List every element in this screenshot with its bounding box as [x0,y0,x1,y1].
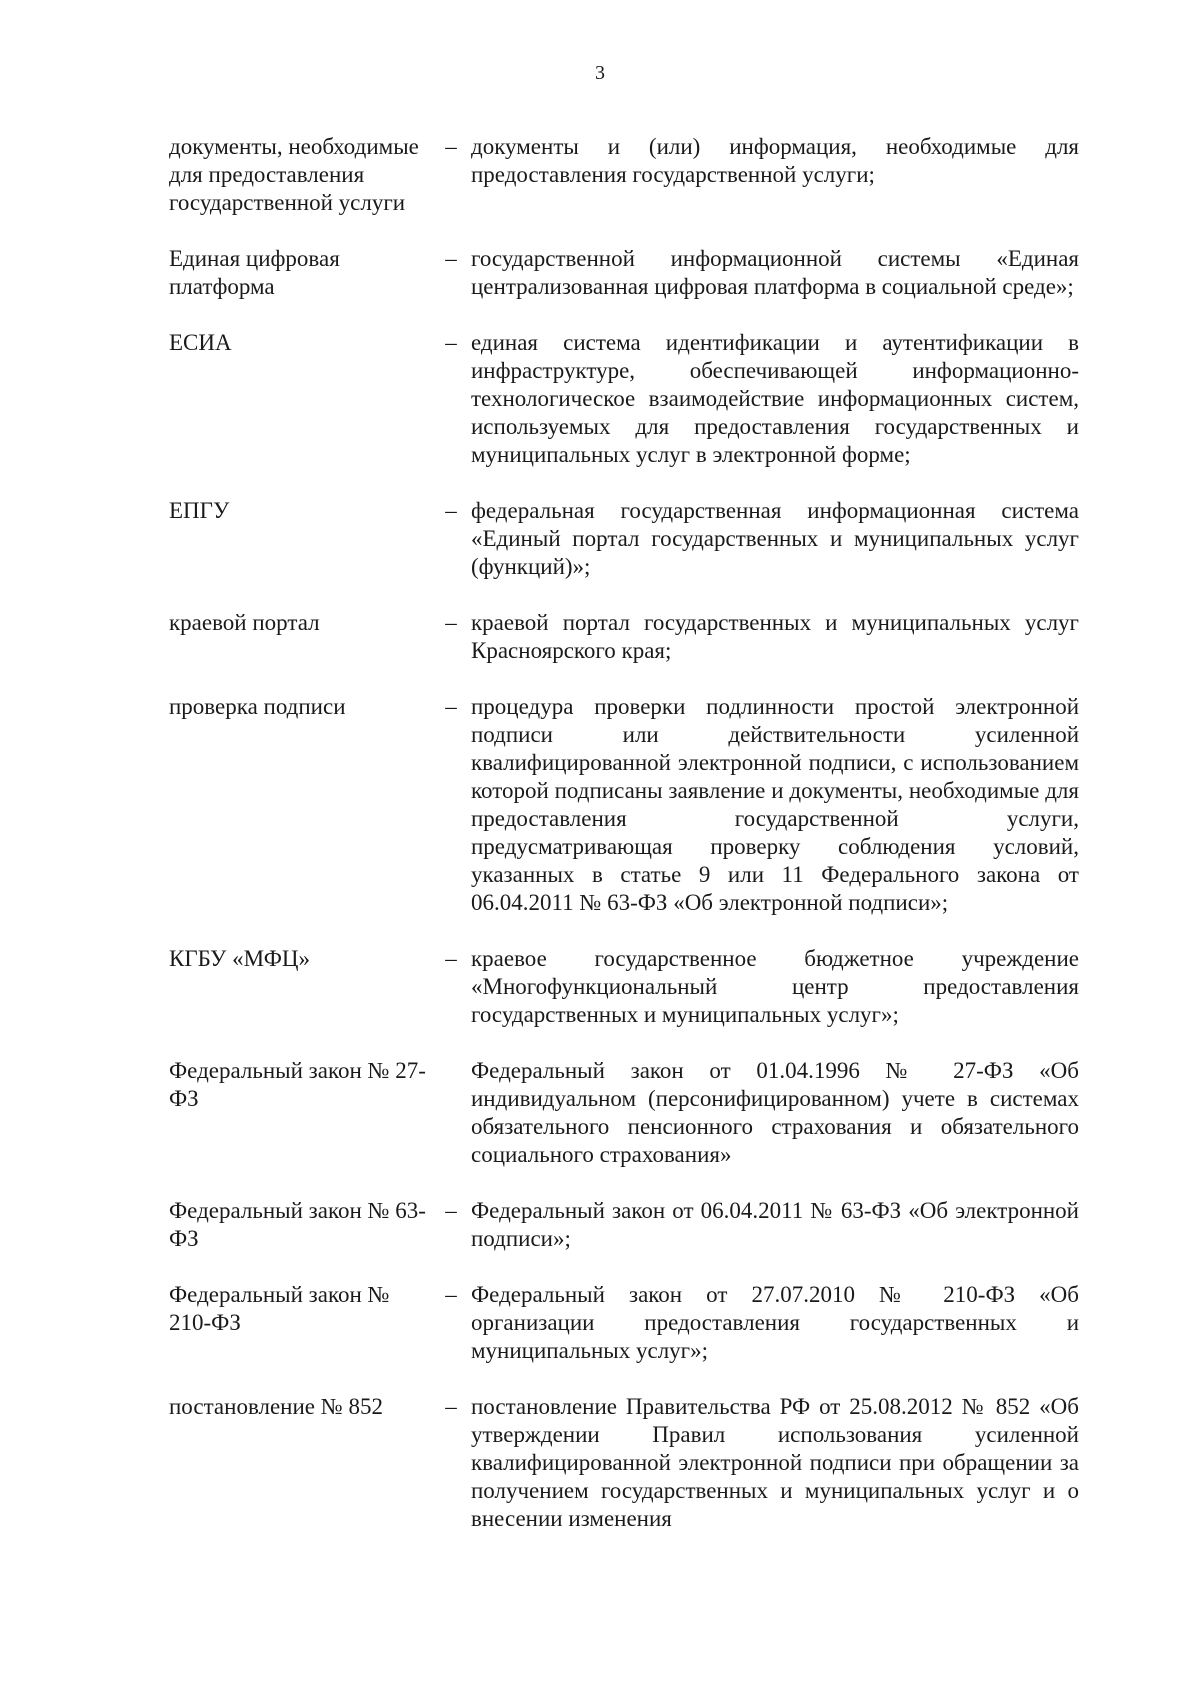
definition: Федеральный закон от 01.04.1996 № 27-ФЗ «Об индивидуальном (персонифицированном) учете в системах обязательного пенсионного страхования и обязательного социального страхования» [471,1058,1079,1167]
definition-entry [169,1057,1089,1169]
definition-entry [169,609,1089,665]
dash-separator: – [445,1282,457,1307]
definition-entry [169,1393,1089,1533]
term: документы, необходимые для предоставления государственной услуги [169,134,419,215]
definition: Федеральный закон от 27.07.2010 № 210-ФЗ «Об организации предоставления государственных и муниципальных услуг»; [471,1282,1079,1363]
term: ЕПГУ [169,498,230,523]
page-number: 3 [595,62,605,84]
definition-entry [169,1197,1089,1253]
dash-separator: – [445,1394,457,1419]
definition: постановление Правительства РФ от 25.08.2012 № 852 «Об утверждении Правил использования усиленной квалифицированной электронной подписи при обращении за получением государственных и муниципальных услуг и о внесении изменения [471,1394,1079,1531]
definition: Федеральный закон от 06.04.2011 № 63-ФЗ «Об электронной подписи»; [471,1198,1079,1251]
definition: процедура проверки подлинности простой электронной подписи или действительности усиленной квалифицированной электронной подписи, с использованием которой подписаны заявление и документы, необходимые для предоставления государственной услуги, предусматривающая проверку соблюдения условий, указанных в статье 9 или 11 Федерального закона от 06.04.2011 № 63-ФЗ «Об электронной подписи»; [471,694,1079,915]
dash-separator: – [445,694,457,719]
term: Единая цифровая платформа [169,246,340,299]
definition: государственной информационной системы «Единая централизованная цифровая платформа в социальной среде»; [471,246,1079,299]
definition-entry [169,945,1089,1029]
dash-separator: – [445,134,457,159]
dash-separator: – [445,330,457,355]
definition: документы и (или) информация, необходимые для предоставления государственной услуги; [471,134,1079,187]
term: Федеральный закон № 27-ФЗ [169,1058,426,1111]
dash-separator: – [445,1198,457,1223]
dash-separator: – [445,498,457,523]
term: постановление № 852 [169,1394,383,1419]
definition-entry [169,1281,1089,1365]
term: краевой портал [169,610,320,635]
term: КГБУ «МФЦ» [169,946,310,971]
definition-entry [169,133,1089,217]
definition: федеральная государственная информационная система «Единый портал государственных и муниципальных услуг (функций)»; [471,498,1079,579]
definition: единая система идентификации и аутентификации в инфраструктуре, обеспечивающей информационно-технологическое взаимодействие информационных систем, используемых для предоставления государственных и муниципальных услуг в электронной форме; [471,330,1079,467]
term: проверка подписи [169,694,346,719]
definition-entry [169,245,1089,301]
dash-separator: – [445,246,457,271]
dash-separator: – [445,946,457,971]
definitions-list [169,133,1089,1561]
term: Федеральный закон № 63-ФЗ [169,1198,426,1251]
definition-entry [169,693,1089,917]
definition: краевое государственное бюджетное учреждение «Многофункциональный центр предоставления государственных и муниципальных услуг»; [471,946,1079,1027]
term: ЕСИА [169,330,232,355]
term: Федеральный закон № 210-ФЗ [169,1282,390,1335]
definition-entry [169,497,1089,581]
definition: краевой портал государственных и муниципальных услуг Красноярского края; [471,610,1079,663]
dash-separator: – [445,610,457,635]
definition-entry [169,329,1089,469]
